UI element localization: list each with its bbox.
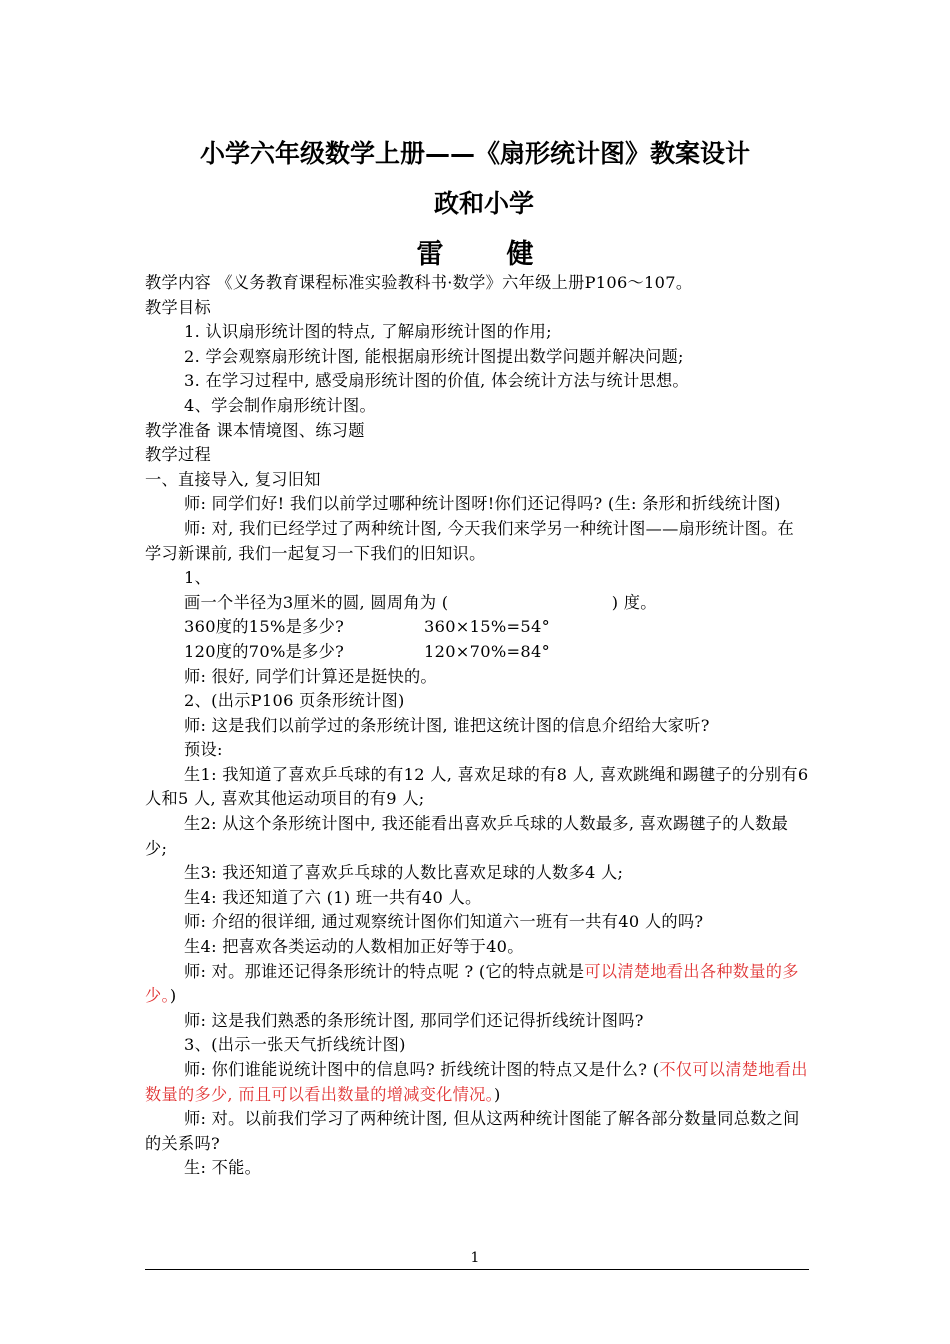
calc-answer: 120×70%=84° [424, 641, 550, 661]
student-answer: 生2: 从这个条形统计图中, 我还能看出喜欢乒乓球的人数最多, 喜欢踢毽子的人数最少; [145, 814, 789, 858]
dialogue-paragraph [145, 960, 809, 1009]
item-number: 3、(出示一张天气折线统计图) [184, 1035, 406, 1055]
section-heading: 一、直接导入, 复习旧知 [145, 469, 321, 489]
item-number: 2、(出示P106 页条形统计图) [184, 691, 405, 711]
calc-line [145, 640, 809, 665]
document-body [145, 271, 814, 1181]
goals-heading: 教学目标 [145, 297, 211, 317]
calc-answer: 360×15%=54° [424, 617, 550, 637]
dialogue-text: ) [494, 1084, 501, 1104]
student-answer: 生4: 我还知道了六 (1) 班一共有40 人。 [184, 887, 482, 907]
prep-line: 教学准备 课本情境图、练习题 [145, 420, 365, 440]
question-line: 画一个半径为3厘米的圆, 圆周角为 ( ) 度。 [184, 592, 657, 612]
dialogue-paragraph [145, 1058, 809, 1107]
student-answer: 生4: 把喜欢各类运动的人数相加正好等于40。 [184, 937, 524, 957]
student-answer: 生1: 我知道了喜欢乒乓球的有12 人, 喜欢足球的有8 人, 喜欢跳绳和踢毽子的分别有6 人和5 人, 喜欢其他运动项目的有9 人; [145, 764, 814, 809]
item-number: 1、 [184, 568, 212, 588]
page-number: 1 [470, 1250, 480, 1266]
dialogue-paragraph: 师: 对。以前我们学习了两种统计图, 但从这两种统计图能了解各部分数量同总数之间的关系吗? [145, 1109, 800, 1153]
dialogue-paragraph: 师: 这是我们以前学过的条形统计图, 谁把这统计图的信息介绍给大家听? [184, 715, 710, 735]
highlight-text: 不仅可以清楚地看出数量的多少, 而且可以看出数量的增减变化情况。 [145, 1060, 808, 1104]
calc-line [145, 615, 809, 640]
content-line: 教学内容 《义务教育课程标准实验教科书·数学》六年级上册P106～107。 [145, 273, 693, 292]
process-heading: 教学过程 [145, 445, 211, 465]
dialogue-paragraph: 师: 很好, 同学们计算还是挺快的。 [184, 666, 437, 686]
highlight-text: 可以清楚地看出各种数量的多少。 [145, 961, 799, 1006]
calc-question: 120度的70%是多少? [184, 641, 345, 661]
footer-rule [145, 1269, 809, 1270]
student-answer: 生3: 我还知道了喜欢乒乓球的人数比喜欢足球的人数多4 人; [184, 863, 624, 883]
calc-question: 360度的15%是多少? [184, 617, 345, 637]
dialogue-text: 师: 对。那谁还记得条形统计的特点呢 ? (它的特点就是 [184, 961, 585, 981]
goal-item: 3. 在学习过程中, 感受扇形统计图的价值, 体会统计方法与统计思想。 [184, 371, 689, 391]
document-title: 小学六年级数学上册——《扇形统计图》教案设计 [199, 139, 750, 168]
dialogue-paragraph: 师: 这是我们熟悉的条形统计图, 那同学们还记得折线统计图吗? [184, 1010, 644, 1030]
dialogue-text: ) [169, 986, 177, 1006]
dialogue-paragraph: 师: 同学们好! 我们以前学过哪种统计图呀!你们还记得吗? (生: 条形和折线统计图) [184, 494, 781, 514]
preset-label: 预设: [184, 740, 223, 760]
school-name: 政和小学 [433, 189, 534, 218]
dialogue-paragraph: 师: 介绍的很详细, 通过观察统计图你们知道六一班有一共有40 人的吗? [184, 912, 704, 932]
student-answer: 生: 不能。 [184, 1158, 262, 1178]
goal-item: 2. 学会观察扇形统计图, 能根据扇形统计图提出数学问题并解决问题; [184, 346, 684, 366]
dialogue-text: 师: 你们谁能说统计图中的信息吗? 折线统计图的特点又是什么? ( [184, 1060, 660, 1079]
goal-item: 4、学会制作扇形统计图。 [184, 395, 376, 415]
author-name: 雷 健 [416, 239, 552, 270]
dialogue-paragraph: 师: 对, 我们已经学过了两种统计图, 今天我们来学另一种统计图——扇形统计图。在学习新课前, 我们一起复习一下我们的旧知识。 [145, 518, 795, 563]
goal-item: 1. 认识扇形统计图的特点, 了解扇形统计图的作用; [184, 322, 552, 342]
